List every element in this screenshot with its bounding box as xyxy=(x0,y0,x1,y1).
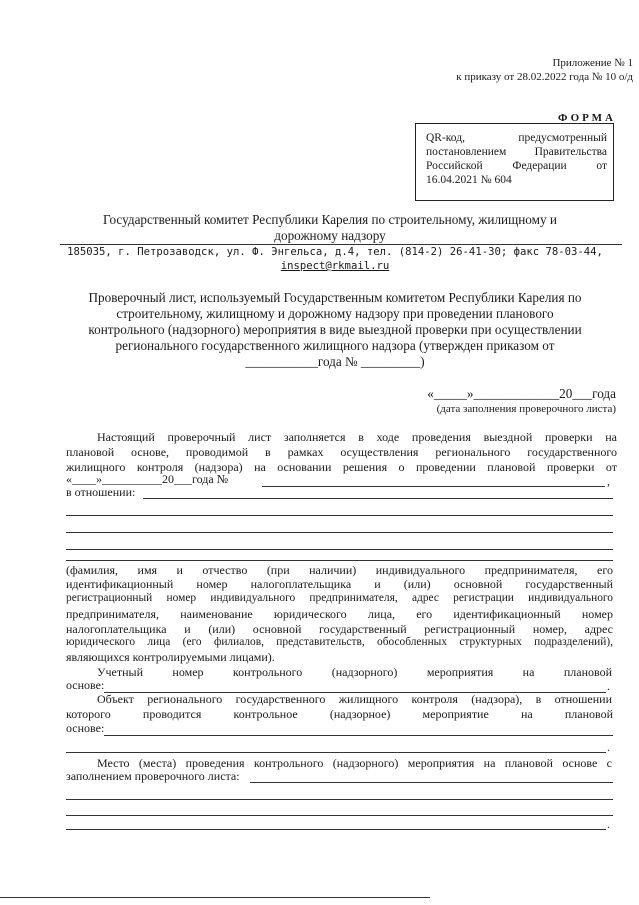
note-line7: являющихся контролируемыми лицами). xyxy=(66,650,275,664)
note-line4: предпринимателя, наименование юридического лица, его идентификационный номер xyxy=(66,607,613,621)
title-line4: регионального государственного жилищного надзора (утвержден приказом от xyxy=(115,338,555,353)
note-line2: идентификационный номер налогоплательщика и (или) основной государственный xyxy=(66,577,613,591)
intro-line2: плановой основе, проводимой в рамках осуществления регионального государственного xyxy=(66,445,617,459)
decision-number-field[interactable] xyxy=(262,486,605,487)
fill-date-caption: (дата заполнения проверочного листа) xyxy=(436,403,616,415)
fill-date-line: «_____»_____________20___года xyxy=(427,386,616,401)
period-3: . xyxy=(607,817,610,831)
subject-field-line4[interactable] xyxy=(66,549,613,550)
note-line1: (фамилия, имя и отчество (при наличии) индивидуального предпринимателя, его xyxy=(66,563,613,577)
subject-field-line5[interactable] xyxy=(66,560,613,561)
footer-separator xyxy=(0,897,430,898)
intro-line3: жилищного контроля (надзора) на основании решения о проведении плановой проверки от xyxy=(66,460,617,474)
place-line1: Место (места) проведения контрольного (надзорного) мероприятия на плановой основе с xyxy=(97,756,612,770)
appendix-number: Приложение № 1 xyxy=(552,57,633,69)
organization-name-line1: Государственный комитет Республики Карелия по строительному, жилищному и xyxy=(103,212,557,227)
note-line3: регистрационный номер индивидуального предпринимателя, адрес регистрации индивидуального xyxy=(66,592,613,604)
object-line1: Объект регионального государственного жилищного контроля (надзора), в отношении xyxy=(97,692,612,706)
account-number-line1: Учетный номер контрольного (надзорного) мероприятия на плановой xyxy=(97,665,612,679)
place-field-line2[interactable] xyxy=(66,799,613,800)
decision-date-number: «____»__________20___года № xyxy=(66,472,229,486)
title-line5: ___________года № _________) xyxy=(245,354,425,369)
period-1: . xyxy=(607,679,610,693)
subject-field-line2[interactable] xyxy=(66,515,613,516)
period-2: . xyxy=(607,740,610,754)
object-line3: основе: xyxy=(66,721,105,735)
organization-address: 185035, г. Петрозаводск, ул. Ф. Энгельса, д.4, тел. (814-2) 26-41-30; факс 78-03-44, xyxy=(67,246,603,258)
organization-underline xyxy=(60,244,622,245)
place-field-line3[interactable] xyxy=(66,815,613,816)
object-field-line1[interactable] xyxy=(104,735,613,736)
subject-field-line3[interactable] xyxy=(66,532,613,533)
account-number-line2: основе: xyxy=(66,678,105,692)
place-field-line4[interactable] xyxy=(66,829,606,830)
title-line1: Проверочный лист, используемый Государственным комитетом Республики Карелия по xyxy=(88,290,582,305)
order-reference: к приказу от 28.02.2022 года № 10 о/д xyxy=(456,71,633,83)
note-line6: юридического лица (его филиалов, представительств, обособленных структурных подразделений), xyxy=(66,636,613,648)
organization-email: inspect@rkmail.ru xyxy=(280,260,390,272)
note-line5: налогоплательщика и (или) основной государственный регистрационный номер, адрес xyxy=(66,622,613,636)
organization-name-line2: дорожному надзору xyxy=(274,228,386,243)
in-relation-label: в отношении: xyxy=(66,485,136,499)
form-label: ФОРМА xyxy=(558,112,616,124)
title-line2: строительному, жилищному и дорожному надзору при проведении планового xyxy=(116,306,554,321)
object-line2: которого проводится контрольное (надзорное) мероприятие на плановой xyxy=(66,707,613,721)
comma: , xyxy=(607,474,610,488)
object-field-line2[interactable] xyxy=(66,752,606,753)
title-line3: контрольного (надзорного) мероприятия в виде выездной проверки при осуществлении xyxy=(88,322,582,337)
subject-field-line1[interactable] xyxy=(143,498,613,499)
place-field-line1[interactable] xyxy=(250,782,613,783)
intro-line1: Настоящий проверочный лист заполняется в ходе проведения выездной проверки на xyxy=(97,430,617,444)
qr-code-note: QR-код, предусмотренный постановлением Правительства Российской Федерации от 16.04.2021 № 604 xyxy=(426,132,607,186)
place-line2: заполнением проверочного листа: xyxy=(66,769,240,783)
